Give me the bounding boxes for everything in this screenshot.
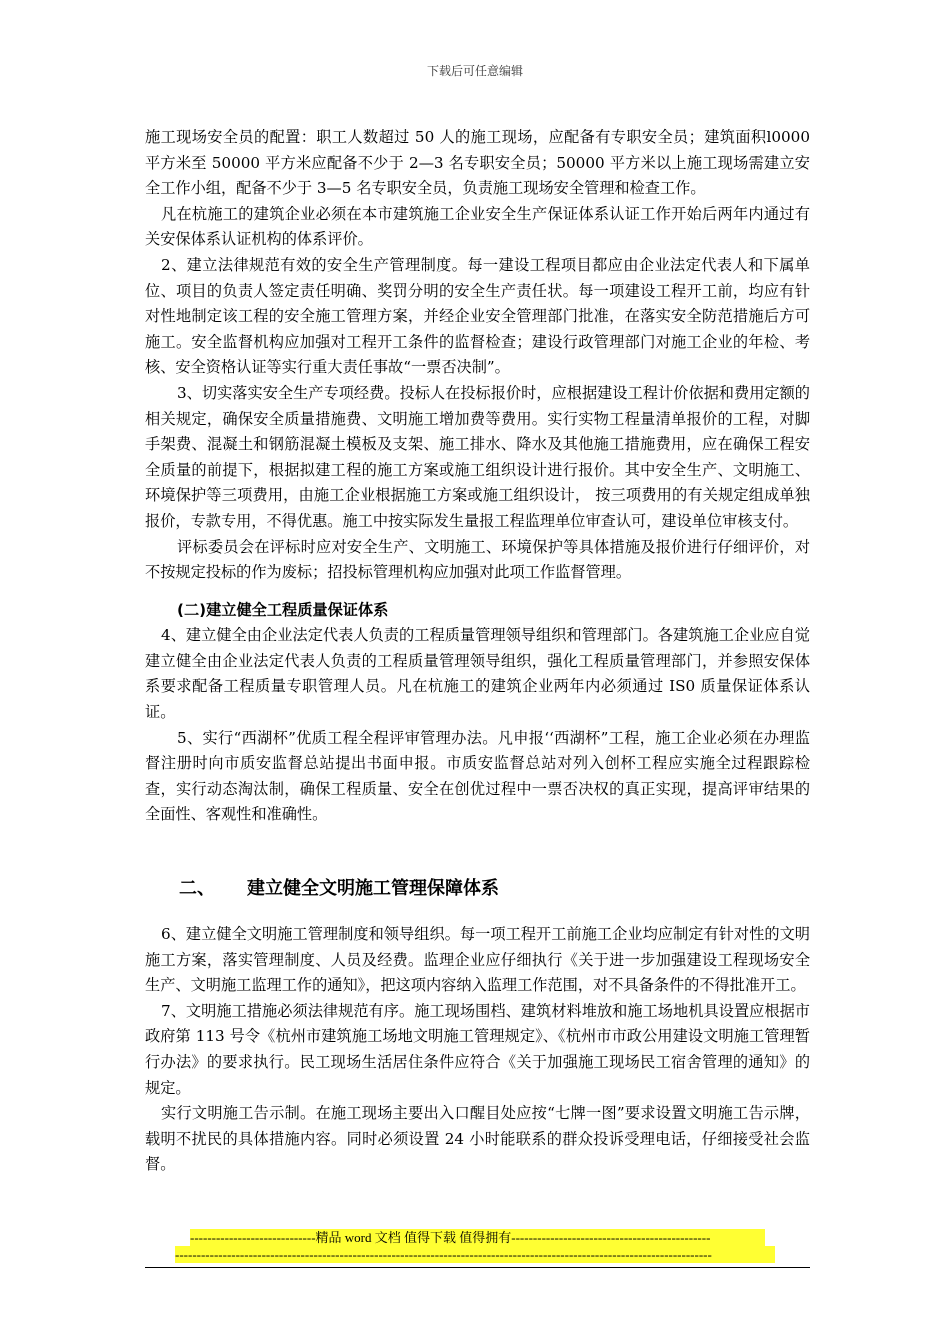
page-header: 下载后可任意编辑 [426, 64, 523, 78]
paragraph: 6、建立健全文明施工管理制度和领导组织。每一项工程开工前施工企业均应制定有针对性的文明施工方案，落实管理制度、人员及经费。监理企业应仔细执行《关于进一步加强建设工程现场安全生产、文明施工监理工作的通知》，把这项内容纳入监理工作范围，对不具备条件的不得批准开工。 [145, 925, 810, 995]
paragraph: 评标委员会在评标时应对安全生产、文明施工、环境保护等具体措施及报价进行仔细评价，对不按规定投标的作为废标；招投标管理机构应加强对此项工作监督管理。 [145, 537, 810, 582]
paragraph: 5、实行“西湖杯”优质工程全程评审管理办法。凡申报‘‘西湖杯”工程，施工企业必须在办理监督注册时向市质安监督总站提出书面申报。市质安监督总站对列入创杯工程应实施全过程跟踪检查，实行动态淘汰制，确保工程质量、安全在创优过程中一票否决权的真正实现，提高评审结果的全面性、客观性和准确性。 [145, 728, 810, 824]
paragraph: 4、建立健全由企业法定代表人负责的工程质量管理领导组织和管理部门。各建筑施工企业应自觉建立健全由企业法定代表人负责的工程质量管理领导组织，强化工程质量管理部门，并参照安保体系要求配备工程质量专职管理人员。凡在杭施工的建筑企业两年内必须通过 IS0 质量保证体系认证。 [145, 626, 810, 722]
footer-rule [145, 1267, 810, 1268]
document-body [145, 125, 810, 1178]
page-footer [145, 1229, 810, 1268]
chapter-title: 建立健全文明施工管理保障体系 [247, 878, 499, 900]
section-heading: (二)建立健全工程质量保证体系 [177, 600, 389, 619]
footer-banner-dashes: ---------------------------------------------------------------------------------------------------------------------------- [175, 1246, 775, 1263]
paragraph: 3、切实落实安全生产专项经费。投标人在投标报价时，应根据建设工程计价依据和费用定额的相关规定，确保安全质量措施费、文明施工增加费等费用。实行实物工程量清单报价的工程，对脚手架费、混凝土和钢筋混凝土模板及支架、施工排水、降水及其他施工措施费用，应在确保工程安全质量的前提下，根据拟建工程的施工方案或施工组织设计进行报价。其中安全生产、文明施工、环境保护等三项费用，由施工企业根据施工方案或施工组织设计， 按三项费用的有关规定组成单独报价，专款专用，不得优惠。施工中按实际发生量报工程监理单位审查认可，建设单位审核支付。 [145, 383, 810, 530]
paragraph: 施工现场安全员的配置：职工人数超过 50 人的施工现场，应配备有专职安全员；建筑面积l0000 平方米至 50000 平方米应配备不少于 2—3 名专职安全员；50000 平方米以上施工现场需建立安全工作小组，配备不少于 3—5 名专职安全员，负责施工现场安全管理和检查工作。 [145, 128, 810, 198]
chapter-number: 二、 [179, 878, 215, 900]
paragraph: 2、建立法律规范有效的安全生产管理制度。每一建设工程项目都应由企业法定代表人和下属单位、项目的负责人签定责任明确、奖罚分明的安全生产责任状。每一项建设工程开工前，均应有针对性地制定该工程的安全施工管理方案，并经企业安全管理部门批准，在落实安全防范措施后方可施工。安全监督机构应加强对工程开工条件的监督检查；建设行政管理部门对施工企业的年检、考核、安全资格认证等实行重大责任事故“一票否决制”。 [145, 255, 810, 377]
footer-banner: -----------------------------精品 word 文档 值得下载 值得拥有---------------------------------------------- [190, 1229, 765, 1246]
paragraph: 7、文明施工措施必须法律规范有序。施工现场围档、建筑材料堆放和施工场地机具设置应根据市政府第 113 号令《杭州市建筑施工场地文明施工管理规定》、《杭州市市政公用建设文明施工管理暂行办法》的要求执行。民工现场生活居住条件应符合《关于加强施工现场民工宿舍管理的通知》的规定。 [145, 1001, 810, 1097]
paragraph: 凡在杭施工的建筑企业必须在本市建筑施工企业安全生产保证体系认证工作开始后两年内通过有关安保体系认证机构的体系评价。 [145, 204, 810, 249]
chapter-heading [145, 874, 810, 900]
paragraph: 实行文明施工告示制。在施工现场主要出入口醒目处应按“七牌一图”要求设置文明施工告示牌，载明不扰民的具体措施内容。同时必须设置 24 小时能联系的群众投诉受理电话，仔细接受社会监督。 [145, 1104, 810, 1174]
